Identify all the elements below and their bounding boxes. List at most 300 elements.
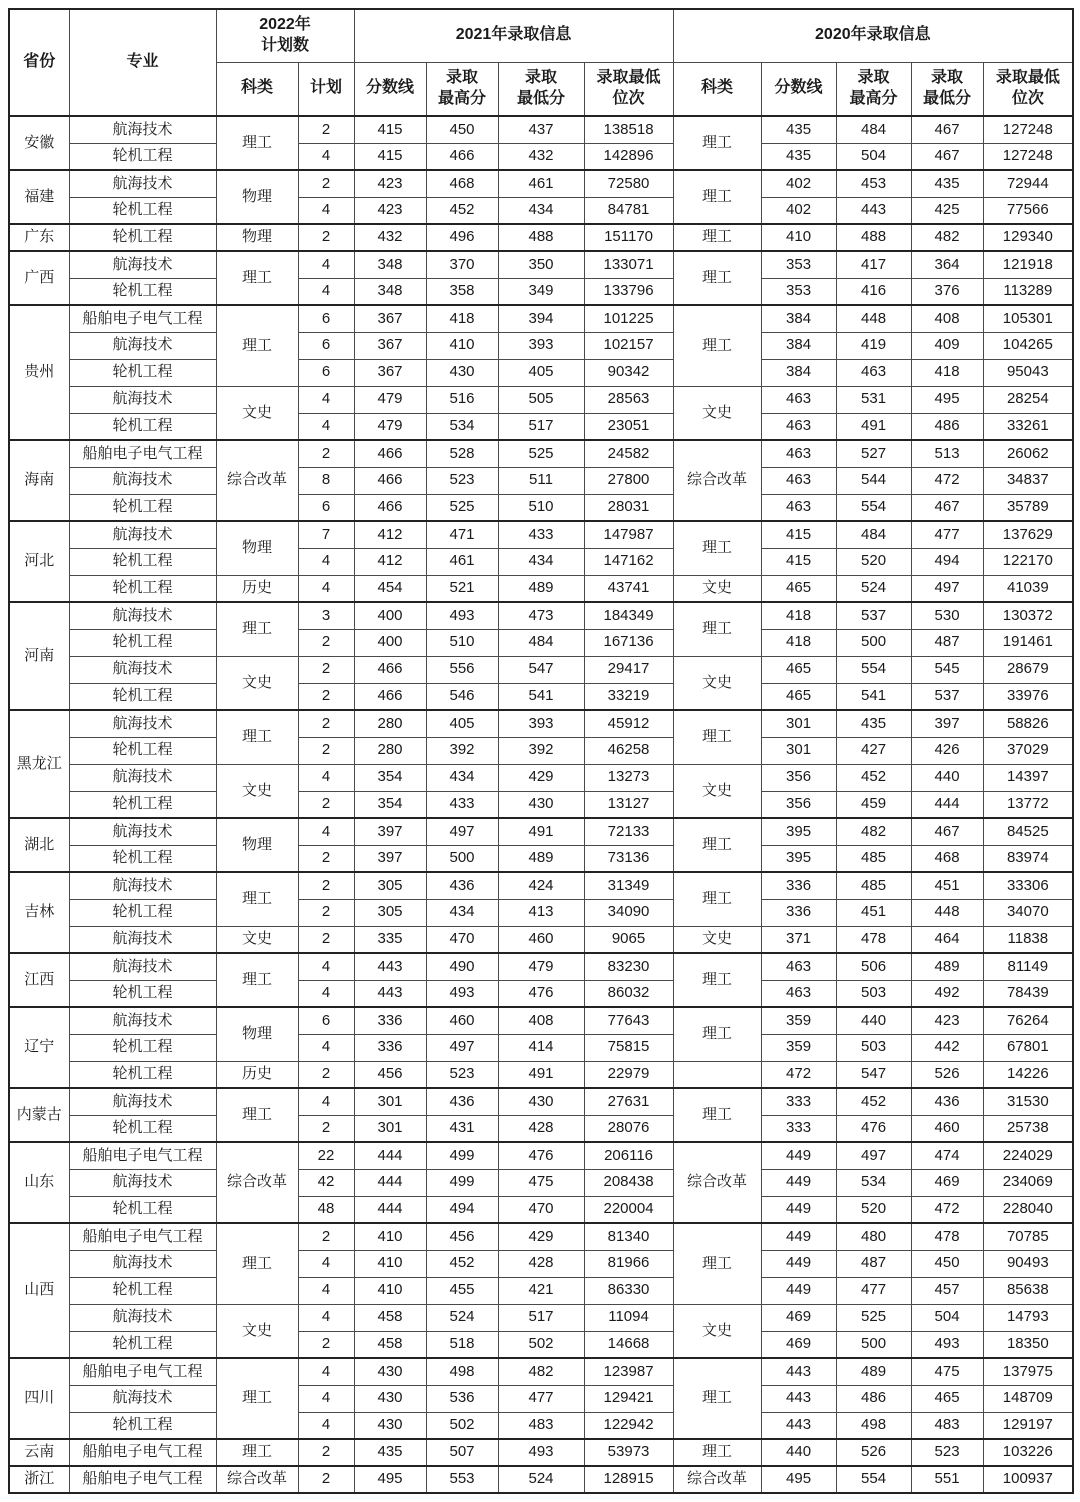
- scoreline-2020-cell: 371: [761, 926, 836, 953]
- subject-2022-cell: 物理: [216, 1007, 298, 1061]
- max-score-2021-cell: 528: [426, 440, 498, 467]
- table-row: [9, 413, 1073, 440]
- plan-2022-cell: 2: [298, 116, 354, 143]
- scoreline-2020-cell: 415: [761, 521, 836, 548]
- subject-2020-cell: 理工: [673, 116, 761, 170]
- min-rank-2021-cell: 73136: [584, 845, 673, 872]
- col-min-2021-header: 录取 最低分: [498, 62, 584, 116]
- max-score-2021-cell: 431: [426, 1115, 498, 1142]
- min-score-2021-cell: 437: [498, 116, 584, 143]
- subject-2020-cell: 理工: [673, 170, 761, 224]
- min-score-2020-cell: 494: [911, 548, 983, 575]
- max-score-2021-cell: 436: [426, 872, 498, 899]
- major-cell: 航海技术: [69, 1169, 216, 1196]
- max-score-2021-cell: 450: [426, 116, 498, 143]
- max-score-2020-cell: 485: [836, 845, 911, 872]
- scoreline-2020-cell: 463: [761, 494, 836, 521]
- plan-2022-cell: 6: [298, 359, 354, 386]
- max-score-2021-cell: 468: [426, 170, 498, 197]
- min-rank-2021-cell: 123987: [584, 1358, 673, 1385]
- scoreline-2020-cell: 449: [761, 1250, 836, 1277]
- subject-2022-cell: 文史: [216, 926, 298, 953]
- min-rank-2020-cell: 104265: [983, 332, 1073, 359]
- scoreline-2020-cell: 449: [761, 1196, 836, 1223]
- max-score-2021-cell: 392: [426, 737, 498, 764]
- table-row: [9, 737, 1073, 764]
- min-rank-2021-cell: 13127: [584, 791, 673, 818]
- subject-2020-cell: 理工: [673, 1223, 761, 1304]
- min-rank-2021-cell: 53973: [584, 1439, 673, 1466]
- max-score-2020-cell: 419: [836, 332, 911, 359]
- table-row: [9, 899, 1073, 926]
- scoreline-2020-cell: 418: [761, 629, 836, 656]
- province-cell: 辽宁: [9, 1007, 69, 1088]
- max-score-2021-cell: 490: [426, 953, 498, 980]
- min-score-2020-cell: 477: [911, 521, 983, 548]
- subject-2022-cell: 历史: [216, 575, 298, 602]
- max-score-2020-cell: 452: [836, 764, 911, 791]
- scoreline-2020-cell: 449: [761, 1277, 836, 1304]
- col-max-2020-header: 录取 最高分: [836, 62, 911, 116]
- min-rank-2020-cell: 84525: [983, 818, 1073, 845]
- scoreline-2021-cell: 367: [354, 332, 426, 359]
- max-score-2020-cell: 477: [836, 1277, 911, 1304]
- plan-2022-cell: 4: [298, 818, 354, 845]
- min-rank-2021-cell: 167136: [584, 629, 673, 656]
- min-rank-2020-cell: 34070: [983, 899, 1073, 926]
- scoreline-2021-cell: 458: [354, 1331, 426, 1358]
- min-rank-2020-cell: 95043: [983, 359, 1073, 386]
- max-score-2020-cell: 480: [836, 1223, 911, 1250]
- table-row: [9, 1466, 1073, 1493]
- plan-2022-cell: 4: [298, 251, 354, 278]
- table-row: [9, 1304, 1073, 1331]
- scoreline-2020-cell: 449: [761, 1223, 836, 1250]
- scoreline-2020-cell: 472: [761, 1061, 836, 1088]
- max-score-2020-cell: 491: [836, 413, 911, 440]
- min-rank-2020-cell: 13772: [983, 791, 1073, 818]
- min-rank-2020-cell: 83974: [983, 845, 1073, 872]
- min-rank-2020-cell: 41039: [983, 575, 1073, 602]
- major-cell: 航海技术: [69, 1007, 216, 1034]
- min-score-2021-cell: 405: [498, 359, 584, 386]
- scoreline-2021-cell: 400: [354, 602, 426, 629]
- min-score-2020-cell: 475: [911, 1358, 983, 1385]
- max-score-2020-cell: 504: [836, 143, 911, 170]
- max-score-2021-cell: 497: [426, 818, 498, 845]
- min-rank-2021-cell: 102157: [584, 332, 673, 359]
- plan-2022-cell: 2: [298, 683, 354, 710]
- max-score-2021-cell: 525: [426, 494, 498, 521]
- scoreline-2020-cell: 443: [761, 1412, 836, 1439]
- major-cell: 航海技术: [69, 251, 216, 278]
- province-cell: 贵州: [9, 305, 69, 440]
- max-score-2020-cell: 484: [836, 521, 911, 548]
- max-score-2020-cell: 478: [836, 926, 911, 953]
- min-score-2021-cell: 460: [498, 926, 584, 953]
- min-rank-2020-cell: 26062: [983, 440, 1073, 467]
- max-score-2021-cell: 507: [426, 1439, 498, 1466]
- major-cell: 轮机工程: [69, 1196, 216, 1223]
- min-score-2020-cell: 448: [911, 899, 983, 926]
- col-rank-2021-header: 录取最低 位次: [584, 62, 673, 116]
- major-cell: 轮机工程: [69, 899, 216, 926]
- scoreline-2021-cell: 423: [354, 197, 426, 224]
- major-cell: 航海技术: [69, 710, 216, 737]
- table-row: [9, 1142, 1073, 1169]
- min-score-2021-cell: 413: [498, 899, 584, 926]
- scoreline-2020-cell: 356: [761, 764, 836, 791]
- min-score-2021-cell: 547: [498, 656, 584, 683]
- subject-2020-cell: 文史: [673, 386, 761, 440]
- min-rank-2021-cell: 28563: [584, 386, 673, 413]
- major-cell: 轮机工程: [69, 413, 216, 440]
- min-score-2021-cell: 524: [498, 1466, 584, 1493]
- scoreline-2020-cell: 336: [761, 872, 836, 899]
- plan-2022-cell: 4: [298, 1358, 354, 1385]
- scoreline-2020-cell: 435: [761, 116, 836, 143]
- max-score-2020-cell: 476: [836, 1115, 911, 1142]
- min-score-2021-cell: 408: [498, 1007, 584, 1034]
- max-score-2020-cell: 451: [836, 899, 911, 926]
- major-cell: 轮机工程: [69, 1115, 216, 1142]
- major-cell: 航海技术: [69, 656, 216, 683]
- min-rank-2020-cell: 11838: [983, 926, 1073, 953]
- subject-2022-cell: 文史: [216, 1304, 298, 1358]
- max-score-2020-cell: 452: [836, 1088, 911, 1115]
- min-rank-2021-cell: 31349: [584, 872, 673, 899]
- province-cell: 山东: [9, 1142, 69, 1223]
- plan-2022-cell: 2: [298, 629, 354, 656]
- max-score-2020-cell: 554: [836, 1466, 911, 1493]
- max-score-2021-cell: 430: [426, 359, 498, 386]
- scoreline-2020-cell: 435: [761, 143, 836, 170]
- min-score-2021-cell: 510: [498, 494, 584, 521]
- max-score-2021-cell: 494: [426, 1196, 498, 1223]
- max-score-2021-cell: 500: [426, 845, 498, 872]
- scoreline-2021-cell: 397: [354, 818, 426, 845]
- scoreline-2021-cell: 458: [354, 1304, 426, 1331]
- scoreline-2021-cell: 410: [354, 1277, 426, 1304]
- min-score-2020-cell: 495: [911, 386, 983, 413]
- min-score-2021-cell: 517: [498, 413, 584, 440]
- scoreline-2021-cell: 443: [354, 980, 426, 1007]
- province-cell: 浙江: [9, 1466, 69, 1493]
- min-score-2020-cell: 487: [911, 629, 983, 656]
- table-row: [9, 710, 1073, 737]
- max-score-2020-cell: 485: [836, 872, 911, 899]
- min-score-2021-cell: 430: [498, 1088, 584, 1115]
- col-major-header: 专业: [69, 9, 216, 116]
- min-score-2020-cell: 486: [911, 413, 983, 440]
- subject-2020-cell: [673, 1061, 761, 1088]
- min-score-2020-cell: 492: [911, 980, 983, 1007]
- min-score-2020-cell: 530: [911, 602, 983, 629]
- min-score-2021-cell: 505: [498, 386, 584, 413]
- min-rank-2021-cell: 138518: [584, 116, 673, 143]
- scoreline-2020-cell: 336: [761, 899, 836, 926]
- province-cell: 黑龙江: [9, 710, 69, 818]
- table-row: [9, 1196, 1073, 1223]
- scoreline-2021-cell: 456: [354, 1061, 426, 1088]
- major-cell: 轮机工程: [69, 980, 216, 1007]
- plan-2022-cell: 4: [298, 197, 354, 224]
- major-cell: 航海技术: [69, 521, 216, 548]
- min-score-2021-cell: 429: [498, 764, 584, 791]
- max-score-2020-cell: 531: [836, 386, 911, 413]
- min-rank-2020-cell: 90493: [983, 1250, 1073, 1277]
- table-row: [9, 872, 1073, 899]
- min-rank-2020-cell: 35789: [983, 494, 1073, 521]
- max-score-2021-cell: 434: [426, 764, 498, 791]
- plan-2022-cell: 6: [298, 305, 354, 332]
- min-score-2021-cell: 477: [498, 1385, 584, 1412]
- min-rank-2021-cell: 43741: [584, 575, 673, 602]
- max-score-2020-cell: 537: [836, 602, 911, 629]
- table-row: [9, 602, 1073, 629]
- scoreline-2021-cell: 423: [354, 170, 426, 197]
- max-score-2021-cell: 493: [426, 602, 498, 629]
- major-cell: 轮机工程: [69, 1277, 216, 1304]
- table-body: [9, 116, 1073, 1493]
- plan-2022-cell: 2: [298, 1223, 354, 1250]
- min-score-2021-cell: 393: [498, 332, 584, 359]
- table-row: [9, 1358, 1073, 1385]
- max-score-2020-cell: 417: [836, 251, 911, 278]
- max-score-2021-cell: 461: [426, 548, 498, 575]
- min-rank-2021-cell: 208438: [584, 1169, 673, 1196]
- max-score-2021-cell: 553: [426, 1466, 498, 1493]
- min-rank-2021-cell: 220004: [584, 1196, 673, 1223]
- scoreline-2020-cell: 395: [761, 845, 836, 872]
- plan-2022-cell: 4: [298, 953, 354, 980]
- min-rank-2020-cell: 127248: [983, 116, 1073, 143]
- table-row: [9, 926, 1073, 953]
- scoreline-2020-cell: 465: [761, 656, 836, 683]
- major-cell: 轮机工程: [69, 737, 216, 764]
- max-score-2020-cell: 463: [836, 359, 911, 386]
- min-score-2021-cell: 475: [498, 1169, 584, 1196]
- major-cell: 轮机工程: [69, 845, 216, 872]
- scoreline-2020-cell: 463: [761, 413, 836, 440]
- min-rank-2020-cell: 14793: [983, 1304, 1073, 1331]
- scoreline-2021-cell: 412: [354, 521, 426, 548]
- max-score-2021-cell: 499: [426, 1142, 498, 1169]
- min-score-2021-cell: 393: [498, 710, 584, 737]
- min-rank-2020-cell: 130372: [983, 602, 1073, 629]
- scoreline-2021-cell: 430: [354, 1412, 426, 1439]
- min-score-2020-cell: 364: [911, 251, 983, 278]
- scoreline-2020-cell: 301: [761, 710, 836, 737]
- min-rank-2020-cell: 34837: [983, 467, 1073, 494]
- max-score-2020-cell: 547: [836, 1061, 911, 1088]
- min-rank-2021-cell: 142896: [584, 143, 673, 170]
- min-rank-2021-cell: 24582: [584, 440, 673, 467]
- min-rank-2021-cell: 72580: [584, 170, 673, 197]
- max-score-2020-cell: 527: [836, 440, 911, 467]
- major-cell: 轮机工程: [69, 143, 216, 170]
- major-cell: 航海技术: [69, 764, 216, 791]
- min-rank-2020-cell: 28254: [983, 386, 1073, 413]
- max-score-2020-cell: 520: [836, 548, 911, 575]
- scoreline-2021-cell: 412: [354, 548, 426, 575]
- min-score-2020-cell: 436: [911, 1088, 983, 1115]
- min-score-2021-cell: 428: [498, 1250, 584, 1277]
- plan-2022-cell: 4: [298, 548, 354, 575]
- subject-2020-cell: 理工: [673, 224, 761, 251]
- plan-2022-cell: 4: [298, 1088, 354, 1115]
- table-row: [9, 1439, 1073, 1466]
- min-score-2021-cell: 421: [498, 1277, 584, 1304]
- plan-2022-cell: 2: [298, 791, 354, 818]
- min-rank-2020-cell: 127248: [983, 143, 1073, 170]
- subject-2020-cell: 理工: [673, 710, 761, 764]
- min-rank-2020-cell: 37029: [983, 737, 1073, 764]
- scoreline-2020-cell: 418: [761, 602, 836, 629]
- scoreline-2021-cell: 479: [354, 413, 426, 440]
- min-rank-2021-cell: 72133: [584, 818, 673, 845]
- subject-2022-cell: 理工: [216, 710, 298, 764]
- min-score-2021-cell: 349: [498, 278, 584, 305]
- table-row: [9, 386, 1073, 413]
- min-score-2020-cell: 467: [911, 818, 983, 845]
- max-score-2020-cell: 524: [836, 575, 911, 602]
- plan-2022-cell: 6: [298, 494, 354, 521]
- scoreline-2021-cell: 400: [354, 629, 426, 656]
- min-rank-2021-cell: 81340: [584, 1223, 673, 1250]
- scoreline-2021-cell: 336: [354, 1007, 426, 1034]
- major-cell: 航海技术: [69, 872, 216, 899]
- table-row: [9, 1385, 1073, 1412]
- min-score-2021-cell: 511: [498, 467, 584, 494]
- scoreline-2021-cell: 415: [354, 143, 426, 170]
- major-cell: 轮机工程: [69, 548, 216, 575]
- min-score-2021-cell: 483: [498, 1412, 584, 1439]
- scoreline-2021-cell: 367: [354, 359, 426, 386]
- table-row: [9, 575, 1073, 602]
- table-row: [9, 683, 1073, 710]
- subject-2020-cell: 文史: [673, 926, 761, 953]
- header-row: [9, 9, 1073, 62]
- max-score-2021-cell: 433: [426, 791, 498, 818]
- min-score-2020-cell: 435: [911, 170, 983, 197]
- max-score-2021-cell: 410: [426, 332, 498, 359]
- plan-2022-cell: 2: [298, 656, 354, 683]
- min-rank-2020-cell: 224029: [983, 1142, 1073, 1169]
- major-cell: 航海技术: [69, 170, 216, 197]
- min-score-2021-cell: 476: [498, 980, 584, 1007]
- min-rank-2020-cell: 33976: [983, 683, 1073, 710]
- col-info-2021-header: 2021年录取信息: [354, 9, 673, 62]
- subject-2020-cell: 理工: [673, 1007, 761, 1061]
- min-rank-2021-cell: 184349: [584, 602, 673, 629]
- subject-2020-cell: 文史: [673, 575, 761, 602]
- min-rank-2021-cell: 33219: [584, 683, 673, 710]
- subject-2020-cell: 理工: [673, 872, 761, 926]
- min-rank-2021-cell: 128915: [584, 1466, 673, 1493]
- major-cell: 轮机工程: [69, 1061, 216, 1088]
- scoreline-2020-cell: 333: [761, 1115, 836, 1142]
- scoreline-2021-cell: 443: [354, 953, 426, 980]
- min-score-2021-cell: 502: [498, 1331, 584, 1358]
- min-score-2020-cell: 478: [911, 1223, 983, 1250]
- major-cell: 航海技术: [69, 116, 216, 143]
- scoreline-2020-cell: 353: [761, 251, 836, 278]
- scoreline-2020-cell: 469: [761, 1331, 836, 1358]
- major-cell: 船舶电子电气工程: [69, 1223, 216, 1250]
- table-row: [9, 1277, 1073, 1304]
- max-score-2020-cell: 435: [836, 710, 911, 737]
- table-row: [9, 764, 1073, 791]
- min-score-2021-cell: 432: [498, 143, 584, 170]
- max-score-2021-cell: 534: [426, 413, 498, 440]
- major-cell: 船舶电子电气工程: [69, 440, 216, 467]
- max-score-2020-cell: 506: [836, 953, 911, 980]
- plan-2022-cell: 4: [298, 413, 354, 440]
- plan-2022-cell: 2: [298, 1115, 354, 1142]
- min-score-2020-cell: 442: [911, 1034, 983, 1061]
- scoreline-2020-cell: 402: [761, 170, 836, 197]
- min-rank-2020-cell: 234069: [983, 1169, 1073, 1196]
- min-score-2021-cell: 482: [498, 1358, 584, 1385]
- scoreline-2020-cell: 359: [761, 1034, 836, 1061]
- plan-2022-cell: 6: [298, 332, 354, 359]
- max-score-2021-cell: 452: [426, 1250, 498, 1277]
- plan-2022-cell: 4: [298, 1385, 354, 1412]
- max-score-2021-cell: 518: [426, 1331, 498, 1358]
- province-cell: 海南: [9, 440, 69, 521]
- min-score-2021-cell: 541: [498, 683, 584, 710]
- scoreline-2020-cell: 301: [761, 737, 836, 764]
- table-row: [9, 845, 1073, 872]
- subject-2020-cell: 综合改革: [673, 1466, 761, 1493]
- scoreline-2021-cell: 435: [354, 1439, 426, 1466]
- plan-2022-cell: 3: [298, 602, 354, 629]
- subject-2022-cell: 物理: [216, 521, 298, 575]
- province-cell: 湖北: [9, 818, 69, 872]
- major-cell: 航海技术: [69, 332, 216, 359]
- province-cell: 河南: [9, 602, 69, 710]
- scoreline-2021-cell: 348: [354, 278, 426, 305]
- col-max-2021-header: 录取 最高分: [426, 62, 498, 116]
- province-cell: 吉林: [9, 872, 69, 953]
- scoreline-2021-cell: 397: [354, 845, 426, 872]
- plan-2022-cell: 2: [298, 1061, 354, 1088]
- min-score-2020-cell: 469: [911, 1169, 983, 1196]
- subject-2022-cell: 文史: [216, 764, 298, 818]
- max-score-2020-cell: 503: [836, 1034, 911, 1061]
- major-cell: 轮机工程: [69, 683, 216, 710]
- max-score-2021-cell: 502: [426, 1412, 498, 1439]
- min-rank-2020-cell: 100937: [983, 1466, 1073, 1493]
- min-score-2021-cell: 430: [498, 791, 584, 818]
- plan-2022-cell: 2: [298, 224, 354, 251]
- major-cell: 航海技术: [69, 818, 216, 845]
- plan-2022-cell: 2: [298, 440, 354, 467]
- min-rank-2020-cell: 72944: [983, 170, 1073, 197]
- scoreline-2020-cell: 356: [761, 791, 836, 818]
- table-row: [9, 980, 1073, 1007]
- min-score-2021-cell: 394: [498, 305, 584, 332]
- plan-2022-cell: 8: [298, 467, 354, 494]
- max-score-2021-cell: 496: [426, 224, 498, 251]
- province-cell: 云南: [9, 1439, 69, 1466]
- max-score-2021-cell: 497: [426, 1034, 498, 1061]
- min-score-2020-cell: 440: [911, 764, 983, 791]
- max-score-2021-cell: 556: [426, 656, 498, 683]
- min-rank-2020-cell: 14226: [983, 1061, 1073, 1088]
- subject-2020-cell: 理工: [673, 1439, 761, 1466]
